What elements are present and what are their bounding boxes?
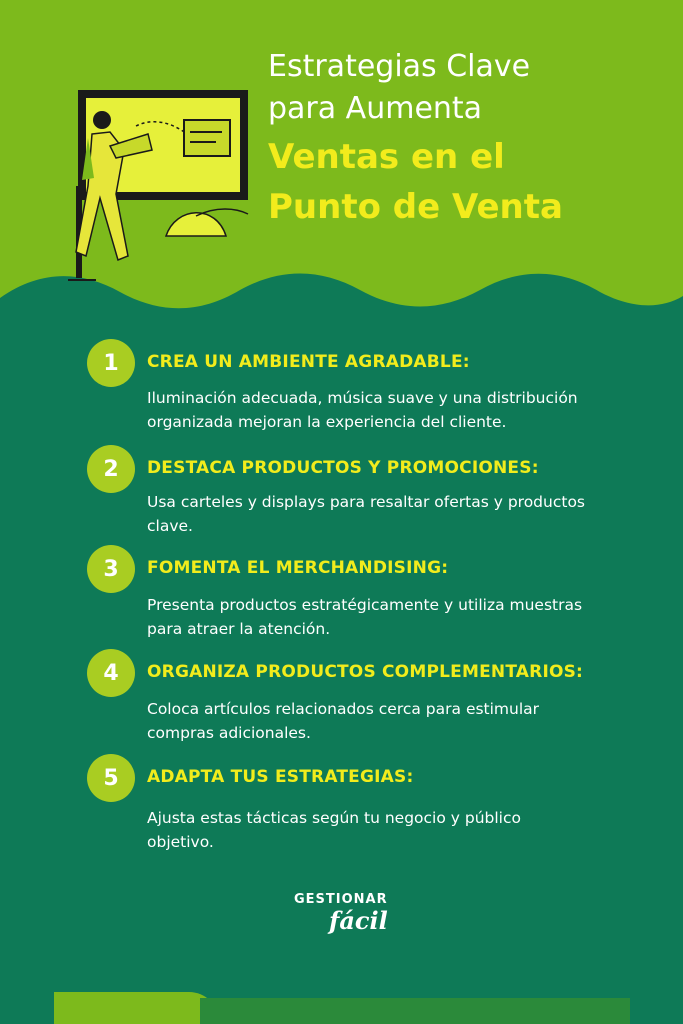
person-presenting-on-board-icon [66,86,256,286]
item-heading: DESTACA PRODUCTOS Y PROMOCIONES: [147,458,539,478]
title-line-2: para Aumenta [268,91,483,126]
item-text-line: Iluminación adecuada, música suave y una distribución [147,389,578,407]
number-badge: 3 [87,545,135,593]
item-text-line: organizada mejoran la experiencia del cliente. [147,413,507,431]
number-badge: 4 [87,649,135,697]
title [268,46,668,130]
item-text [147,386,617,434]
item-heading: ADAPTA TUS ESTRATEGIAS: [147,767,414,787]
logo-bottom-text: fácil [329,906,388,935]
item-heading: FOMENTA EL MERCHANDISING: [147,558,449,578]
number-badge: 5 [87,754,135,802]
footer-decoration-light [54,992,219,1024]
item-text-line: clave. [147,517,193,535]
item-text [147,593,617,641]
item-heading: ORGANIZA PRODUCTOS COMPLEMENTARIOS: [147,662,584,682]
title-highlight-line-1: Ventas en el [268,137,505,177]
logo-top-text: GESTIONAR [294,892,388,907]
item-text-line: objetivo. [147,833,214,851]
footer-decoration-dark [200,998,630,1024]
item-text-line: compras adicionales. [147,724,311,742]
title-line-1: Estrategias Clave [268,49,531,84]
item-text-line: Presenta productos estratégicamente y utiliza muestras [147,596,583,614]
item-text-line: Usa carteles y displays para resaltar ofertas y productos [147,493,585,511]
gestionar-facil-logo [285,880,405,950]
title-highlight [268,132,668,232]
item-text-line: para atraer la atención. [147,620,331,638]
item-text [147,806,617,854]
number-badge: 1 [87,339,135,387]
item-text-line: Coloca artículos relacionados cerca para estimular [147,700,540,718]
item-text [147,490,617,538]
item-text-line: Ajusta estas tácticas según tu negocio y público [147,809,521,827]
item-text [147,697,617,745]
number-badge: 2 [87,445,135,493]
item-heading: CREA UN AMBIENTE AGRADABLE: [147,352,470,372]
title-highlight-line-2: Punto de Venta [268,187,563,227]
